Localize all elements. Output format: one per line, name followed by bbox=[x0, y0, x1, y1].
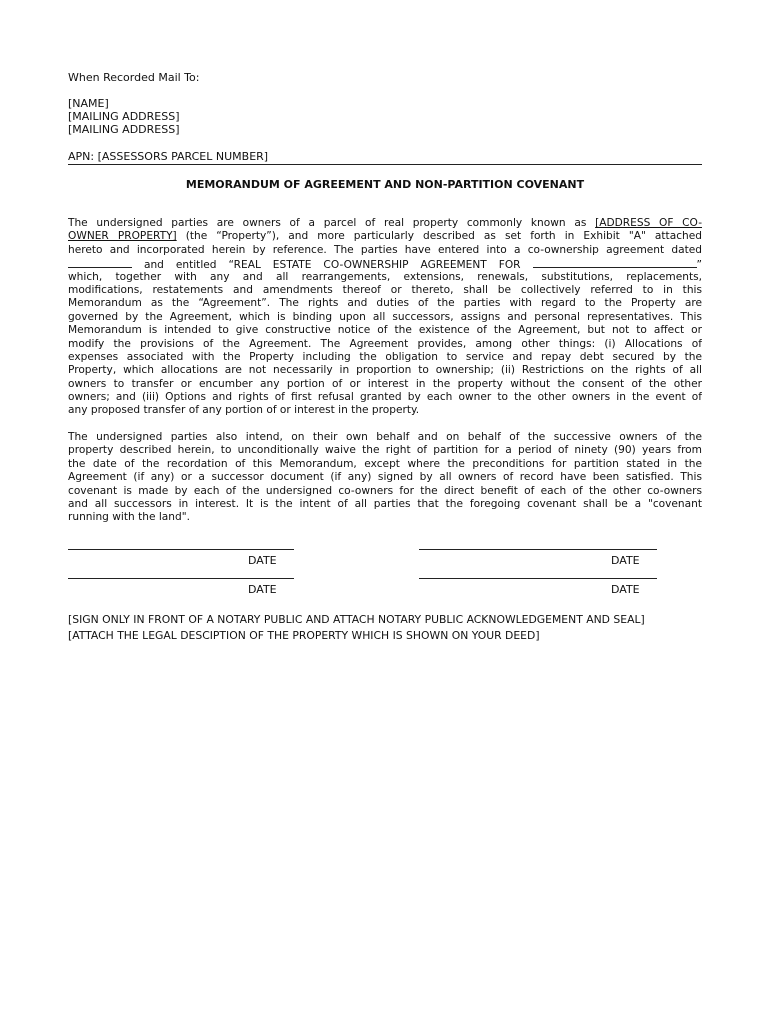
p1-line: any proposed transfer of any portion of or interest in the property. bbox=[68, 404, 420, 417]
p1-line: modify the provisions of the Agreement. The Agreement provides, among other things: (i) Allocations of bbox=[68, 337, 702, 350]
apn-label: APN: [ASSESSORS PARCEL NUMBER] bbox=[68, 150, 269, 163]
p1-line: hereto and incorporated herein by reference. The parties have entered into a co-ownership agreement dated bbox=[68, 243, 702, 256]
signature-line-1[interactable] bbox=[68, 549, 294, 550]
property-address-placeholder-cont: OWNER PROPERTY] bbox=[68, 230, 177, 243]
date-label-1: DATE bbox=[248, 554, 277, 567]
p1-line: Memorandum is intended to give constructive notice of the existence of the Agreement, but not to affect or bbox=[68, 324, 702, 337]
document-title: MEMORANDUM OF AGREEMENT AND NON-PARTITION COVENANT bbox=[185, 178, 585, 191]
signature-line-3[interactable] bbox=[68, 578, 294, 579]
date-label-4: DATE bbox=[611, 583, 640, 596]
p2-line: The undersigned parties also intend, on their own behalf and on behalf of the successive owners of the bbox=[68, 431, 702, 443]
p2-line: property described herein, to unconditionally waive the right of partition for a period of ninety (90) years from bbox=[68, 444, 702, 457]
p1-line: OWNER PROPERTY] (the “Property”), and more particularly described as set forth in Exhibit "A" attached bbox=[68, 230, 702, 243]
p2-line: Agreement (if any) or a successor document (if any) signed by all owners of record have been satisfied. This bbox=[68, 471, 702, 484]
mailing-address-2: [MAILING ADDRESS] bbox=[68, 123, 180, 136]
apn-line bbox=[68, 150, 702, 165]
p1-line: Memorandum as the “Agreement”. The rights and duties of the parties with regard to the Property are bbox=[68, 297, 702, 310]
p1-line: The undersigned parties are owners of a parcel of real property commonly known as [ADDRESS OF CO- bbox=[68, 217, 702, 229]
paragraph-2 bbox=[68, 431, 702, 525]
p1-line: which, together with any and all rearrangements, extensions, renewals, substitutions, replacements, bbox=[68, 270, 702, 283]
p2-line: and all successors in interest. It is the intent of all parties that the foregoing covenant shall be a "covenant bbox=[68, 497, 702, 510]
p1-line: Property, which allocations are not necessarily in proportion to ownership; (ii) Restrictions on the rights of all bbox=[68, 364, 702, 377]
p1-line: owners; and (iii) Options and rights of first refusal granted by each owner to the other owners in the event of bbox=[68, 391, 702, 404]
recipient-name: [NAME] bbox=[68, 97, 109, 110]
signature-line-4[interactable] bbox=[419, 578, 657, 579]
mail-to-label: When Recorded Mail To: bbox=[68, 71, 200, 84]
p1-line: modifications, restatements and amendments thereof or thereto, shall be collectively referred to in this bbox=[68, 283, 702, 296]
mailing-address-1: [MAILING ADDRESS] bbox=[68, 110, 180, 123]
p1-line: owners to transfer or encumber any portion of or interest in the property without the consent of the other bbox=[68, 377, 702, 390]
signature-line-2[interactable] bbox=[419, 549, 657, 550]
p1-line: governed by the Agreement, which is binding upon all successors, assigns and personal representatives. This bbox=[68, 310, 702, 323]
p1-line: and entitled “REAL ESTATE CO-OWNERSHIP AGREEMENT FOR ” bbox=[68, 257, 702, 270]
p2-line: running with the land". bbox=[68, 511, 190, 524]
recording-header bbox=[68, 71, 199, 136]
notary-instruction: [SIGN ONLY IN FRONT OF A NOTARY PUBLIC AND ATTACH NOTARY PUBLIC ACKNOWLEDGEMENT AND SEAL] bbox=[68, 613, 645, 626]
paragraph-1 bbox=[68, 217, 702, 418]
legal-description-instruction: [ATTACH THE LEGAL DESCIPTION OF THE PROPERTY WHICH IS SHOWN ON YOUR DEED] bbox=[68, 629, 540, 642]
date-label-3: DATE bbox=[248, 583, 277, 596]
p2-line: the date of the recordation of this Memorandum, except where the preconditions for partition stated in the bbox=[68, 457, 702, 470]
agreement-date-blank bbox=[68, 257, 132, 268]
date-label-2: DATE bbox=[611, 554, 640, 567]
p1-line: expenses associated with the Property including the obligation to service and repay debt secured by the bbox=[68, 350, 702, 363]
agreement-name-blank bbox=[533, 257, 697, 268]
property-address-placeholder: [ADDRESS OF CO- bbox=[595, 217, 702, 229]
p2-line: covenant is made by each of the undersigned co-owners for the direct benefit of each of the other co-owners bbox=[68, 484, 702, 497]
